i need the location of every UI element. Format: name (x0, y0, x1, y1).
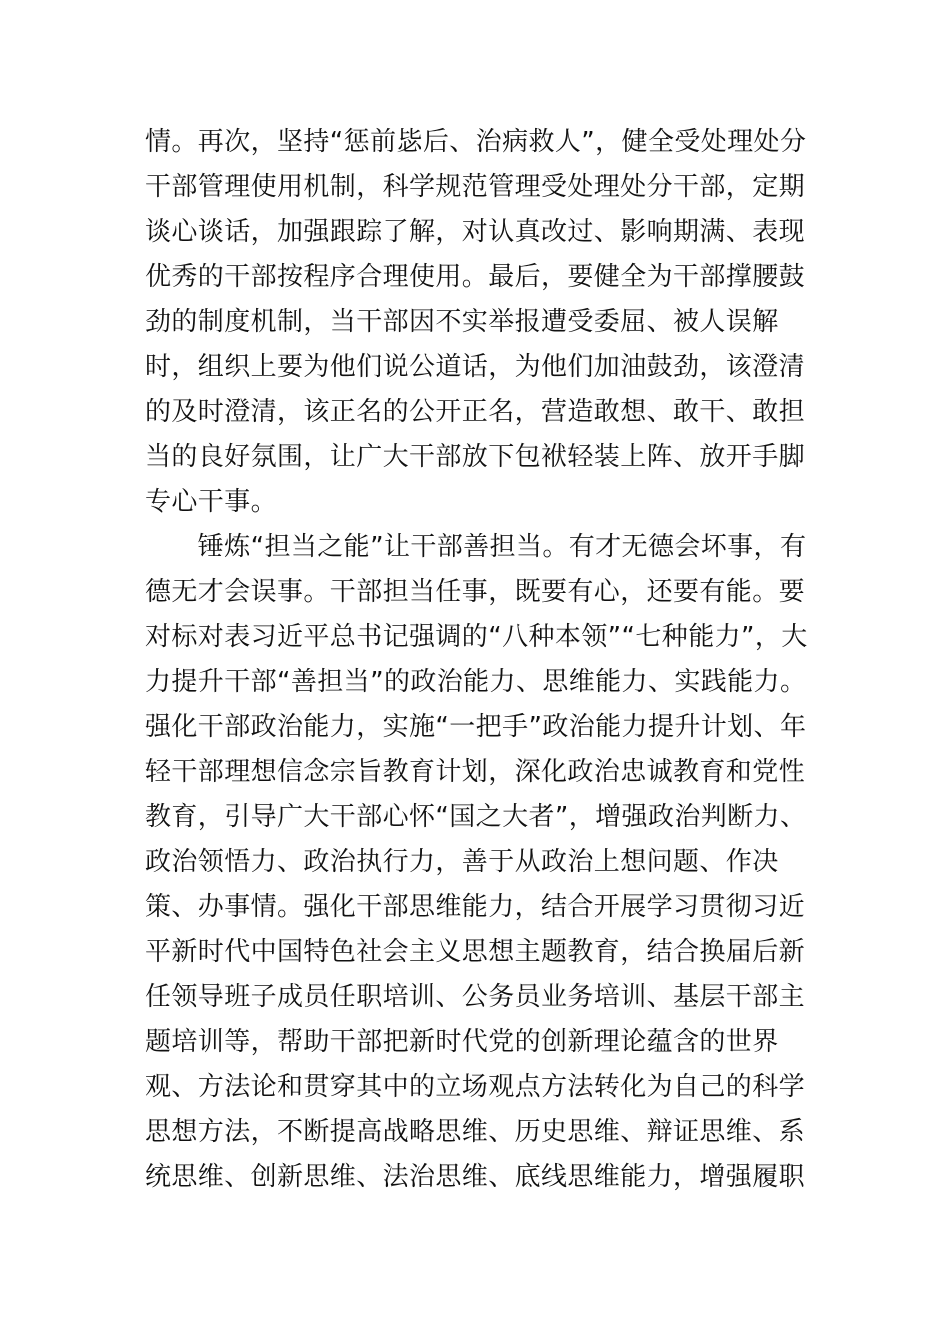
text-line: 优秀的干部按程序合理使用。最后，要健全为干部撑腰鼓 (145, 262, 806, 292)
text-line: 思想方法，不断提高战略思维、历史思维、辩证思维、系 (145, 1117, 806, 1147)
text-line: 当的良好氛围，让广大干部放下包袱轻装上阵、放开手脚 (145, 442, 806, 472)
text-line: 任领导班子成员任职培训、公务员业务培训、基层干部主 (145, 982, 806, 1012)
text-line: 谈心谈话，加强跟踪了解，对认真改过、影响期满、表现 (145, 217, 806, 247)
text-line: 轻干部理想信念宗旨教育计划，深化政治忠诚教育和党性 (145, 757, 806, 787)
text-line: 的及时澄清，该正名的公开正名，营造敢想、敢干、敢担 (145, 397, 806, 427)
text-line: 劲的制度机制，当干部因不实举报遭受委屈、被人误解 (145, 307, 779, 337)
text-line: 对标对表习近平总书记强调的“八种本领”“七种能力”，大 (145, 622, 808, 652)
text-line: 题培训等，帮助干部把新时代党的创新理论蕴含的世界 (145, 1027, 779, 1057)
body-text (145, 120, 815, 1200)
text-line: 强化干部政治能力，实施“一把手”政治能力提升计划、年 (145, 712, 807, 742)
text-line: 干部管理使用机制，科学规范管理受处理处分干部，定期 (145, 172, 806, 202)
text-line: 教育，引导广大干部心怀“国之大者”，增强政治判断力、 (145, 802, 807, 832)
text-line: 统思维、创新思维、法治思维、底线思维能力，增强履职 (145, 1162, 806, 1192)
paragraph-2 (145, 525, 815, 1200)
text-line: 力提升干部“善担当”的政治能力、思维能力、实践能力。 (145, 667, 807, 697)
text-line: 德无才会误事。干部担当任事，既要有心，还要有能。要 (145, 577, 806, 607)
paragraph-1 (145, 120, 815, 525)
text-line: 观、方法论和贯穿其中的立场观点方法转化为自己的科学 (145, 1072, 806, 1102)
text-line: 时，组织上要为他们说公道话，为他们加油鼓劲，该澄清 (145, 352, 806, 382)
text-line: 专心干事。 (145, 487, 278, 517)
text-line: 情。再次，坚持“惩前毖后、治病救人”，健全受处理处分 (145, 127, 807, 157)
text-line: 策、办事情。强化干部思维能力，结合开展学习贯彻习近 (145, 892, 806, 922)
text-line: 平新时代中国特色社会主义思想主题教育，结合换届后新 (145, 937, 806, 967)
text-line: 政治领悟力、政治执行力，善于从政治上想问题、作决 (145, 847, 779, 877)
text-line: 锤炼“担当之能”让干部善担当。有才无德会坏事，有 (145, 532, 807, 562)
